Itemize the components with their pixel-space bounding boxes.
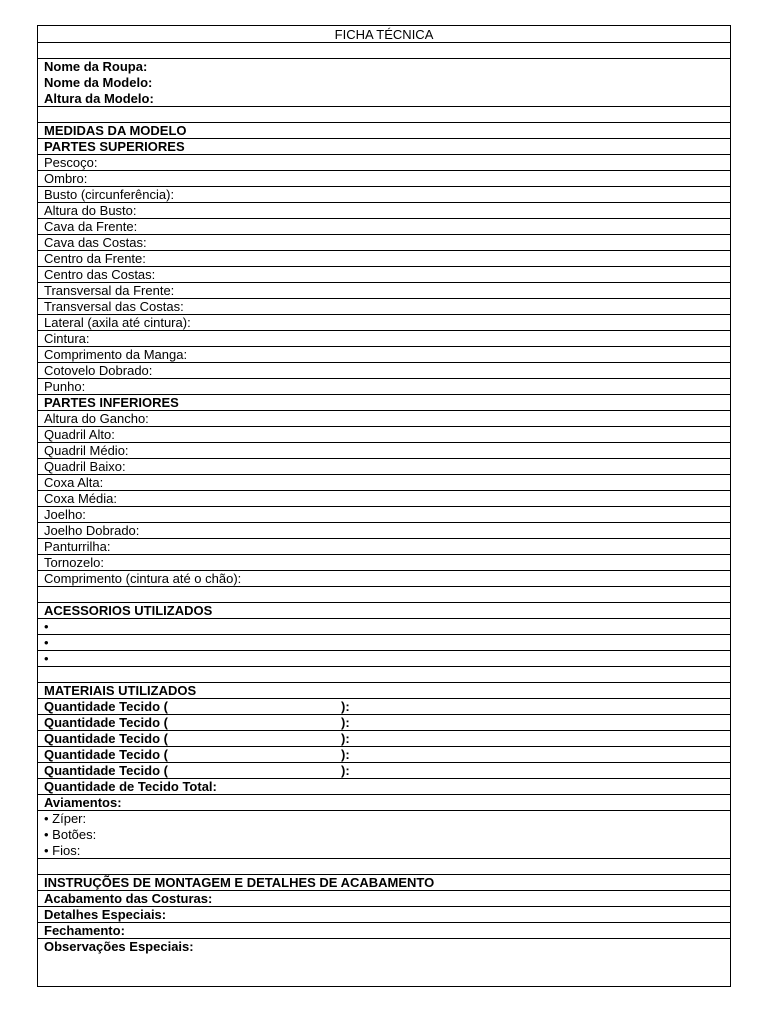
field-nome-roupa: Nome da Roupa: [44,59,148,74]
measurement-row: Punho: [38,379,730,395]
measurement-row: Lateral (axila até cintura): [38,315,730,331]
quantidade-tecido-label: Quantidade Tecido ( [44,715,168,730]
measurement-row: Coxa Média: [38,491,730,507]
form-title: FICHA TÉCNICA [38,26,730,43]
measurement-row: Cava da Frente: [38,219,730,235]
measurement-row: Comprimento da Manga: [38,347,730,363]
quantidade-tecido-label: Quantidade Tecido ( [44,731,168,746]
measurement-row: Centro da Frente: [38,251,730,267]
measurement-row: Quadril Médio: [38,443,730,459]
quantidade-tecido-row [38,731,730,747]
section-inferiores-heading: PARTES INFERIORES [38,395,730,411]
field-detalhes-especiais: Detalhes Especiais: [38,907,730,923]
acessorio-bullet-row: • [38,651,730,667]
measurement-row: Quadril Baixo: [38,459,730,475]
field-nome-modelo: Nome da Modelo: [44,75,153,90]
field-acabamento-costuras: Acabamento das Costuras: [38,891,730,907]
quantidade-tecido-row [38,763,730,779]
quantidade-tecido-close: ): [341,699,350,714]
quantidade-tecido-close: ): [341,763,350,778]
measurement-row: Altura do Gancho: [38,411,730,427]
acessorio-bullet-row: • [38,619,730,635]
measurement-row: Quadril Alto: [38,427,730,443]
field-observacoes-especiais: Observações Especiais: [44,939,194,954]
measurement-row: Joelho: [38,507,730,523]
field-aviamentos: Aviamentos: [38,795,730,811]
measurement-row: Centro das Costas: [38,267,730,283]
section-materiais-heading: MATERIAIS UTILIZADOS [38,683,730,699]
quantidade-tecido-row [38,715,730,731]
measurement-row: Cintura: [38,331,730,347]
measurement-row: Transversal da Frente: [38,283,730,299]
field-altura-modelo: Altura da Modelo: [38,91,730,107]
aviamento-item: • Fios: [38,843,730,859]
section-medidas-heading: MEDIDAS DA MODELO [38,123,730,139]
aviamento-item: • Botões: [44,827,97,842]
blank-row [38,107,730,123]
measurement-row: Cotovelo Dobrado: [38,363,730,379]
measurement-row: Ombro: [38,171,730,187]
measurement-row: Tornozelo: [38,555,730,571]
field-fechamento: Fechamento: [38,923,730,939]
blank-row [38,859,730,875]
quantidade-tecido-row [38,699,730,715]
aviamento-item: • Zíper: [44,811,87,826]
section-acessorios-heading: ACESSORIOS UTILIZADOS [38,603,730,619]
quantidade-tecido-label: Quantidade Tecido ( [44,747,168,762]
measurement-row: Pescoço: [38,155,730,171]
quantidade-tecido-label: Quantidade Tecido ( [44,763,168,778]
measurement-row: Busto (circunferência): [38,187,730,203]
acessorio-bullet-row: • [38,635,730,651]
blank-row [38,667,730,683]
quantidade-tecido-label: Quantidade Tecido ( [44,699,168,714]
measurement-row: Transversal das Costas: [38,299,730,315]
measurement-row: Altura do Busto: [38,203,730,219]
measurement-row: Cava das Costas: [38,235,730,251]
quantidade-tecido-close: ): [341,747,350,762]
section-superiores-heading: PARTES SUPERIORES [38,139,730,155]
ficha-tecnica-table [37,25,731,987]
blank-row [38,587,730,603]
measurement-row: Coxa Alta: [38,475,730,491]
section-instrucoes-heading: INSTRUÇÕES DE MONTAGEM E DETALHES DE ACABAMENTO [38,875,730,891]
quantidade-tecido-row [38,747,730,763]
measurement-row: Panturrilha: [38,539,730,555]
quantidade-tecido-close: ): [341,715,350,730]
field-quantidade-total: Quantidade de Tecido Total: [38,779,730,795]
measurement-row: Joelho Dobrado: [38,523,730,539]
quantidade-tecido-close: ): [341,731,350,746]
blank-row [38,43,730,59]
measurement-row: Comprimento (cintura até o chão): [38,571,730,587]
